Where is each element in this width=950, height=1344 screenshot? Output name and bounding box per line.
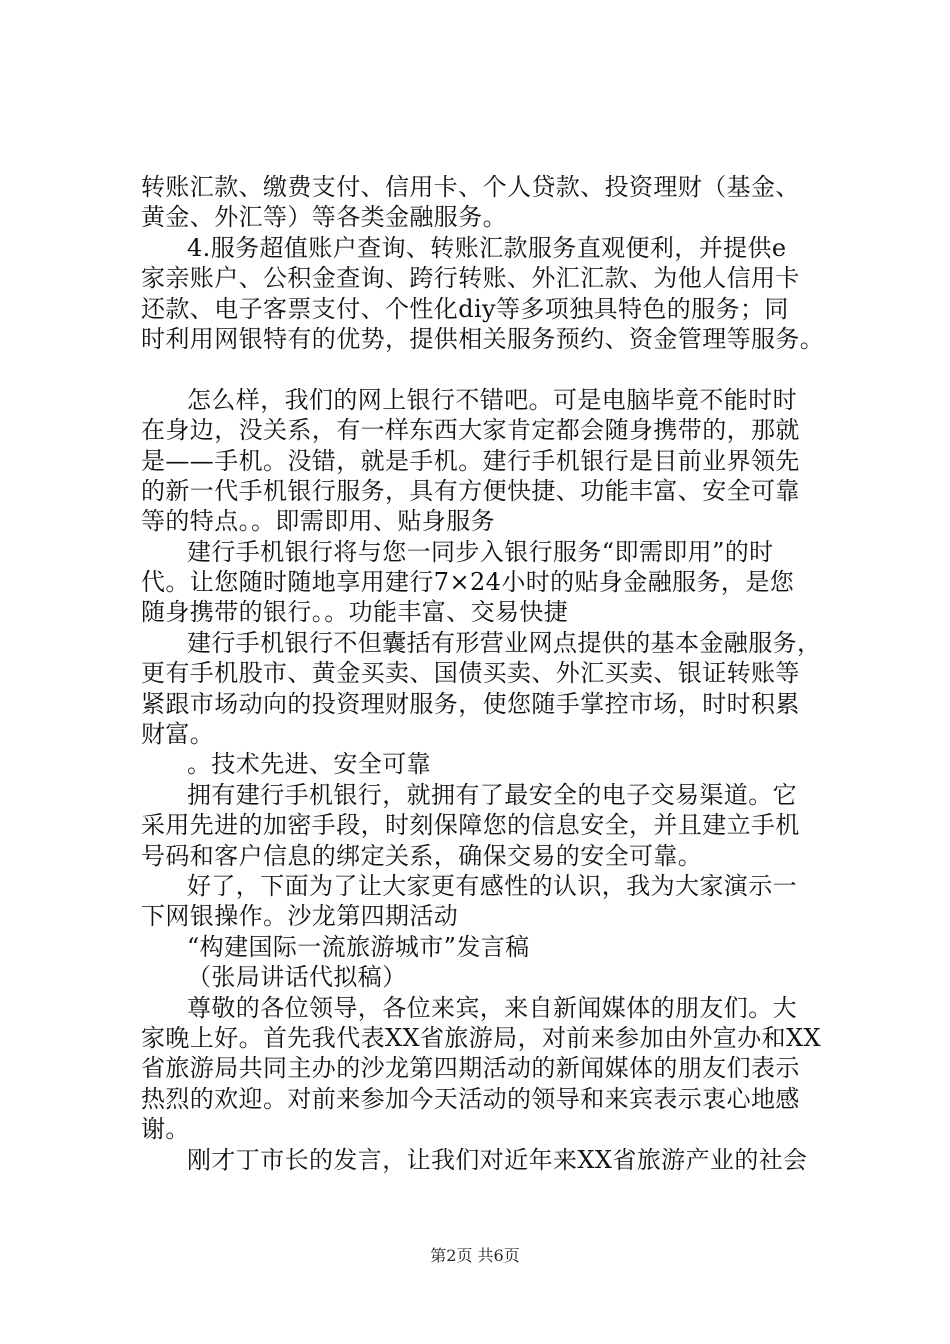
text-line: 家晚上好。首先我代表XX省旅游局，对前来参加由外宣办和XX (141, 1023, 821, 1052)
text-line: 黄金、外汇等）等各类金融服务。 (141, 203, 507, 232)
text-line: 怎么样，我们的网上银行不错吧。可是电脑毕竟不能时时 (187, 385, 797, 414)
text-line: 财富。 (141, 720, 215, 749)
text-line: 更有手机股市、黄金买卖、国债买卖、外汇买卖、银证转账等 (141, 659, 800, 688)
text-line: 建行手机银行不但囊括有形营业网点提供的基本金融服务， (187, 628, 822, 657)
text-line: 拥有建行手机银行，就拥有了最安全的电子交易渠道。它 (187, 780, 797, 809)
blank-line (141, 354, 841, 384)
document-body (141, 172, 841, 1175)
page-number-footer: 第2页 共6页 (430, 1246, 520, 1265)
text-line: 刚才丁市长的发言，让我们对近年来XX省旅游产业的社会 (187, 1145, 808, 1174)
text-line: 代。让您随时随地享用建行7×24小时的贴身金融服务，是您 (141, 568, 795, 597)
text-line: 是——手机。没错，就是手机。建行手机银行是目前业界领先 (141, 446, 800, 475)
text-line: 采用先进的加密手段，时刻保障您的信息安全，并且建立手机 (141, 811, 800, 840)
text-line: 家亲账户、公积金查询、跨行转账、外汇汇款、为他人信用卡 (141, 264, 800, 293)
text-line: 等的特点。。即需即用、贴身服务 (141, 507, 495, 536)
text-line: 好了，下面为了让大家更有感性的认识，我为大家演示一 (187, 871, 797, 900)
text-line: 转账汇款、缴费支付、信用卡、个人贷款、投资理财（基金、 (141, 173, 800, 201)
text-line: 建行手机银行将与您一同步入银行服务“即需即用”的时 (187, 537, 774, 566)
text-line: 随身携带的银行。。功能丰富、交易快捷 (141, 598, 569, 627)
text-line: 还款、电子客票支付、个性化diy等多项独具特色的服务；同 (141, 294, 789, 323)
text-line: 号码和客户信息的绑定关系，确保交易的安全可靠。 (141, 841, 703, 870)
text-line: 在身边，没关系，有一样东西大家肯定都会随身携带的，那就 (141, 416, 800, 445)
text-line: “构建国际一流旅游城市”发言稿 (187, 932, 530, 961)
text-line: 。技术先进、安全可靠 (187, 750, 431, 779)
text-line: 省旅游局共同主办的沙龙第四期活动的新闻媒体的朋友们表示 (141, 1054, 800, 1083)
text-line: 紧跟市场动向的投资理财服务，使您随手掌控市场，时时积累 (141, 689, 800, 718)
text-line: 下网银操作。沙龙第四期活动 (141, 902, 459, 931)
text-line: 时利用网银特有的优势，提供相关服务预约、资金管理等服务。 (141, 324, 825, 353)
text-line: 尊敬的各位领导，各位来宾，来自新闻媒体的朋友们。大 (187, 993, 797, 1022)
text-line: 热烈的欢迎。对前来参加今天活动的领导和来宾表示衷心地感 (141, 1084, 800, 1113)
text-line: 谢。 (141, 1115, 190, 1144)
text-line: 4.服务超值账户查询、转账汇款服务直观便利，并提供e (187, 233, 787, 262)
text-line: 的新一代手机银行服务，具有方便快捷、功能丰富、安全可靠 (141, 476, 800, 505)
text-line: （张局讲话代拟稿） (187, 963, 407, 992)
